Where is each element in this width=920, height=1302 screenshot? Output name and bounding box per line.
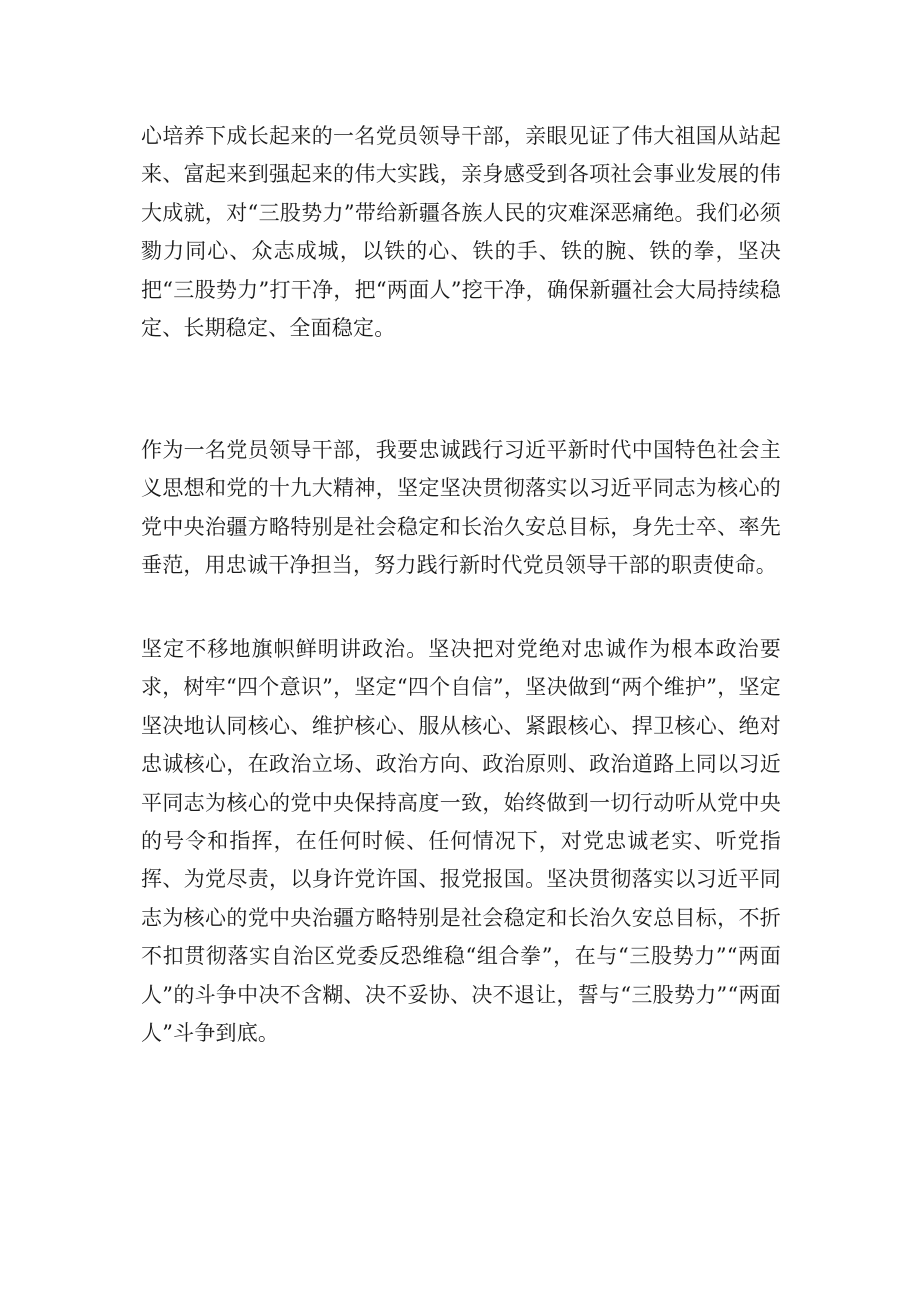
body-paragraph: 坚定不移地旗帜鲜明讲政治。坚决把对党绝对忠诚作为根本政治要求，树牢“四个意识”，坚定“四个自信”，坚决做到“两个维护”，坚定坚决地认同核心、维护核心、服从核心、紧跟核心、捍卫核心、绝对忠诚核心，在政治立场、政治方向、政治原则、政治道路上同以习近平同志为核心的党中央保持高度一致，始终做到一切行动听从党中央的号令和指挥，在任何时候、任何情况下，对党忠诚老实、听党指挥、为党尽责，以身许党许国、报党报国。坚决贯彻落实以习近平同志为核心的党中央治疆方略特别是社会稳定和长治久安总目标，不折不扣贯彻落实自治区党委反恐维稳“组合拳”，在与“三股势力”“两面人”的斗争中决不含糊、决不妥协、决不退让，誓与“三股势力”“两面人”斗争到底。 — [141, 637, 781, 1046]
body-paragraph: 作为一名党员领导干部，我要忠诚践行习近平新时代中国特色社会主义思想和党的十九大精神，坚定坚决贯彻落实以习近平同志为核心的党中央治疆方略特别是社会稳定和长治久安总目标，身先士卒、率先垂范，用忠诚干净担当，努力践行新时代党员领导干部的职责使命。 — [141, 438, 781, 578]
body-paragraph: 心培养下成长起来的一名党员领导干部，亲眼见证了伟大祖国从站起来、富起来到强起来的伟大实践，亲身感受到各项社会事业发展的伟大成就，对“三股势力”带给新疆各族人民的灾难深恶痛绝。我们必须勠力同心、众志成城，以铁的心、铁的手、铁的腕、铁的拳，坚决把“三股势力”打干净，把“两面人”挖干净，确保新疆社会大局持续稳定、长期稳定、全面稳定。 — [141, 124, 781, 341]
